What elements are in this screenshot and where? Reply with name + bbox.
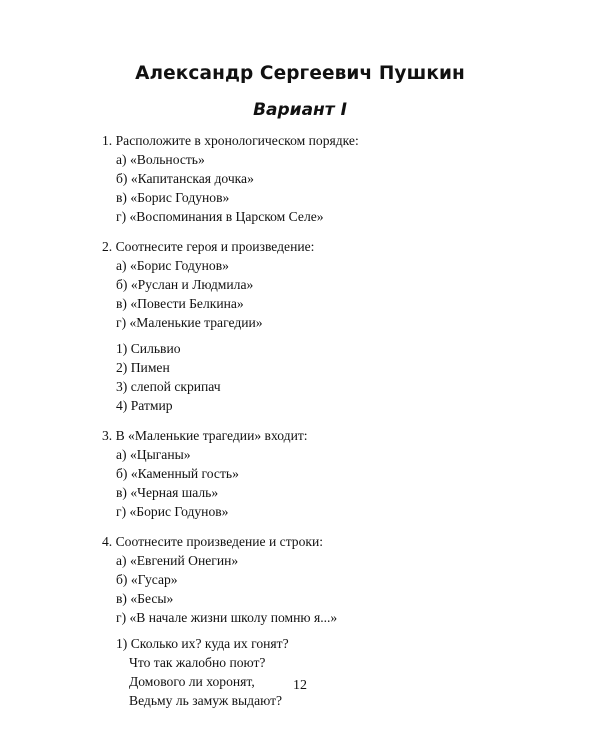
question-2-option-c: в) «Повести Белкина» — [116, 296, 244, 311]
question-1-option-b: б) «Капитанская дочка» — [116, 171, 254, 186]
question-4-prompt: 4. Соотнесите произведение и строки: — [102, 534, 324, 549]
question-4-answer-1-line-2: Что так жалобно поют? — [129, 655, 266, 670]
page-number: 12 — [293, 678, 307, 693]
question-2-answer-3: 3) слепой скрипач — [116, 379, 221, 394]
page-title: Александр Сергеевич Пушкин — [135, 63, 465, 84]
question-3-prompt: 3. В «Маленькие трагедии» входит: — [102, 428, 308, 443]
question-4-option-d: г) «В начале жизни школу помню я...» — [116, 610, 338, 625]
question-3-option-d: г) «Борис Годунов» — [116, 504, 229, 519]
question-4-answer-1-line-4: Ведьму ль замуж выдают? — [129, 693, 283, 708]
question-3-option-c: в) «Черная шаль» — [116, 485, 219, 500]
question-2-option-b: б) «Руслан и Людмила» — [116, 277, 254, 292]
question-2-option-d: г) «Маленькие трагедии» — [116, 315, 263, 330]
questions-list — [102, 131, 522, 710]
variant-heading: Вариант I — [253, 100, 347, 120]
question-3-option-a: а) «Цыганы» — [116, 447, 191, 462]
question-2-answer-4: 4) Ратмир — [116, 398, 173, 413]
question-4-option-c: в) «Бесы» — [116, 591, 174, 606]
question-2-option-a: а) «Борис Годунов» — [116, 258, 229, 273]
question-1-option-c: в) «Борис Годунов» — [116, 190, 230, 205]
question-2-answer-2: 2) Пимен — [116, 360, 170, 375]
question-3-option-b: б) «Каменный гость» — [116, 466, 239, 481]
question-1-option-a: а) «Вольность» — [116, 152, 205, 167]
question-1-prompt: 1. Расположите в хронологическом порядке: — [102, 133, 359, 148]
question-4-answer-1-line-3: Домового ли хоронят, — [129, 674, 255, 689]
question-4-answer-1: 1) Сколько их? куда их гонят? — [116, 636, 289, 651]
question-1-option-d: г) «Воспоминания в Царском Селе» — [116, 209, 324, 224]
question-4-option-b: б) «Гусар» — [116, 572, 178, 587]
question-2-prompt: 2. Соотнесите героя и произведение: — [102, 239, 315, 254]
question-2-answer-1: 1) Сильвио — [116, 341, 181, 356]
question-4-option-a: а) «Евгений Онегин» — [116, 553, 239, 568]
